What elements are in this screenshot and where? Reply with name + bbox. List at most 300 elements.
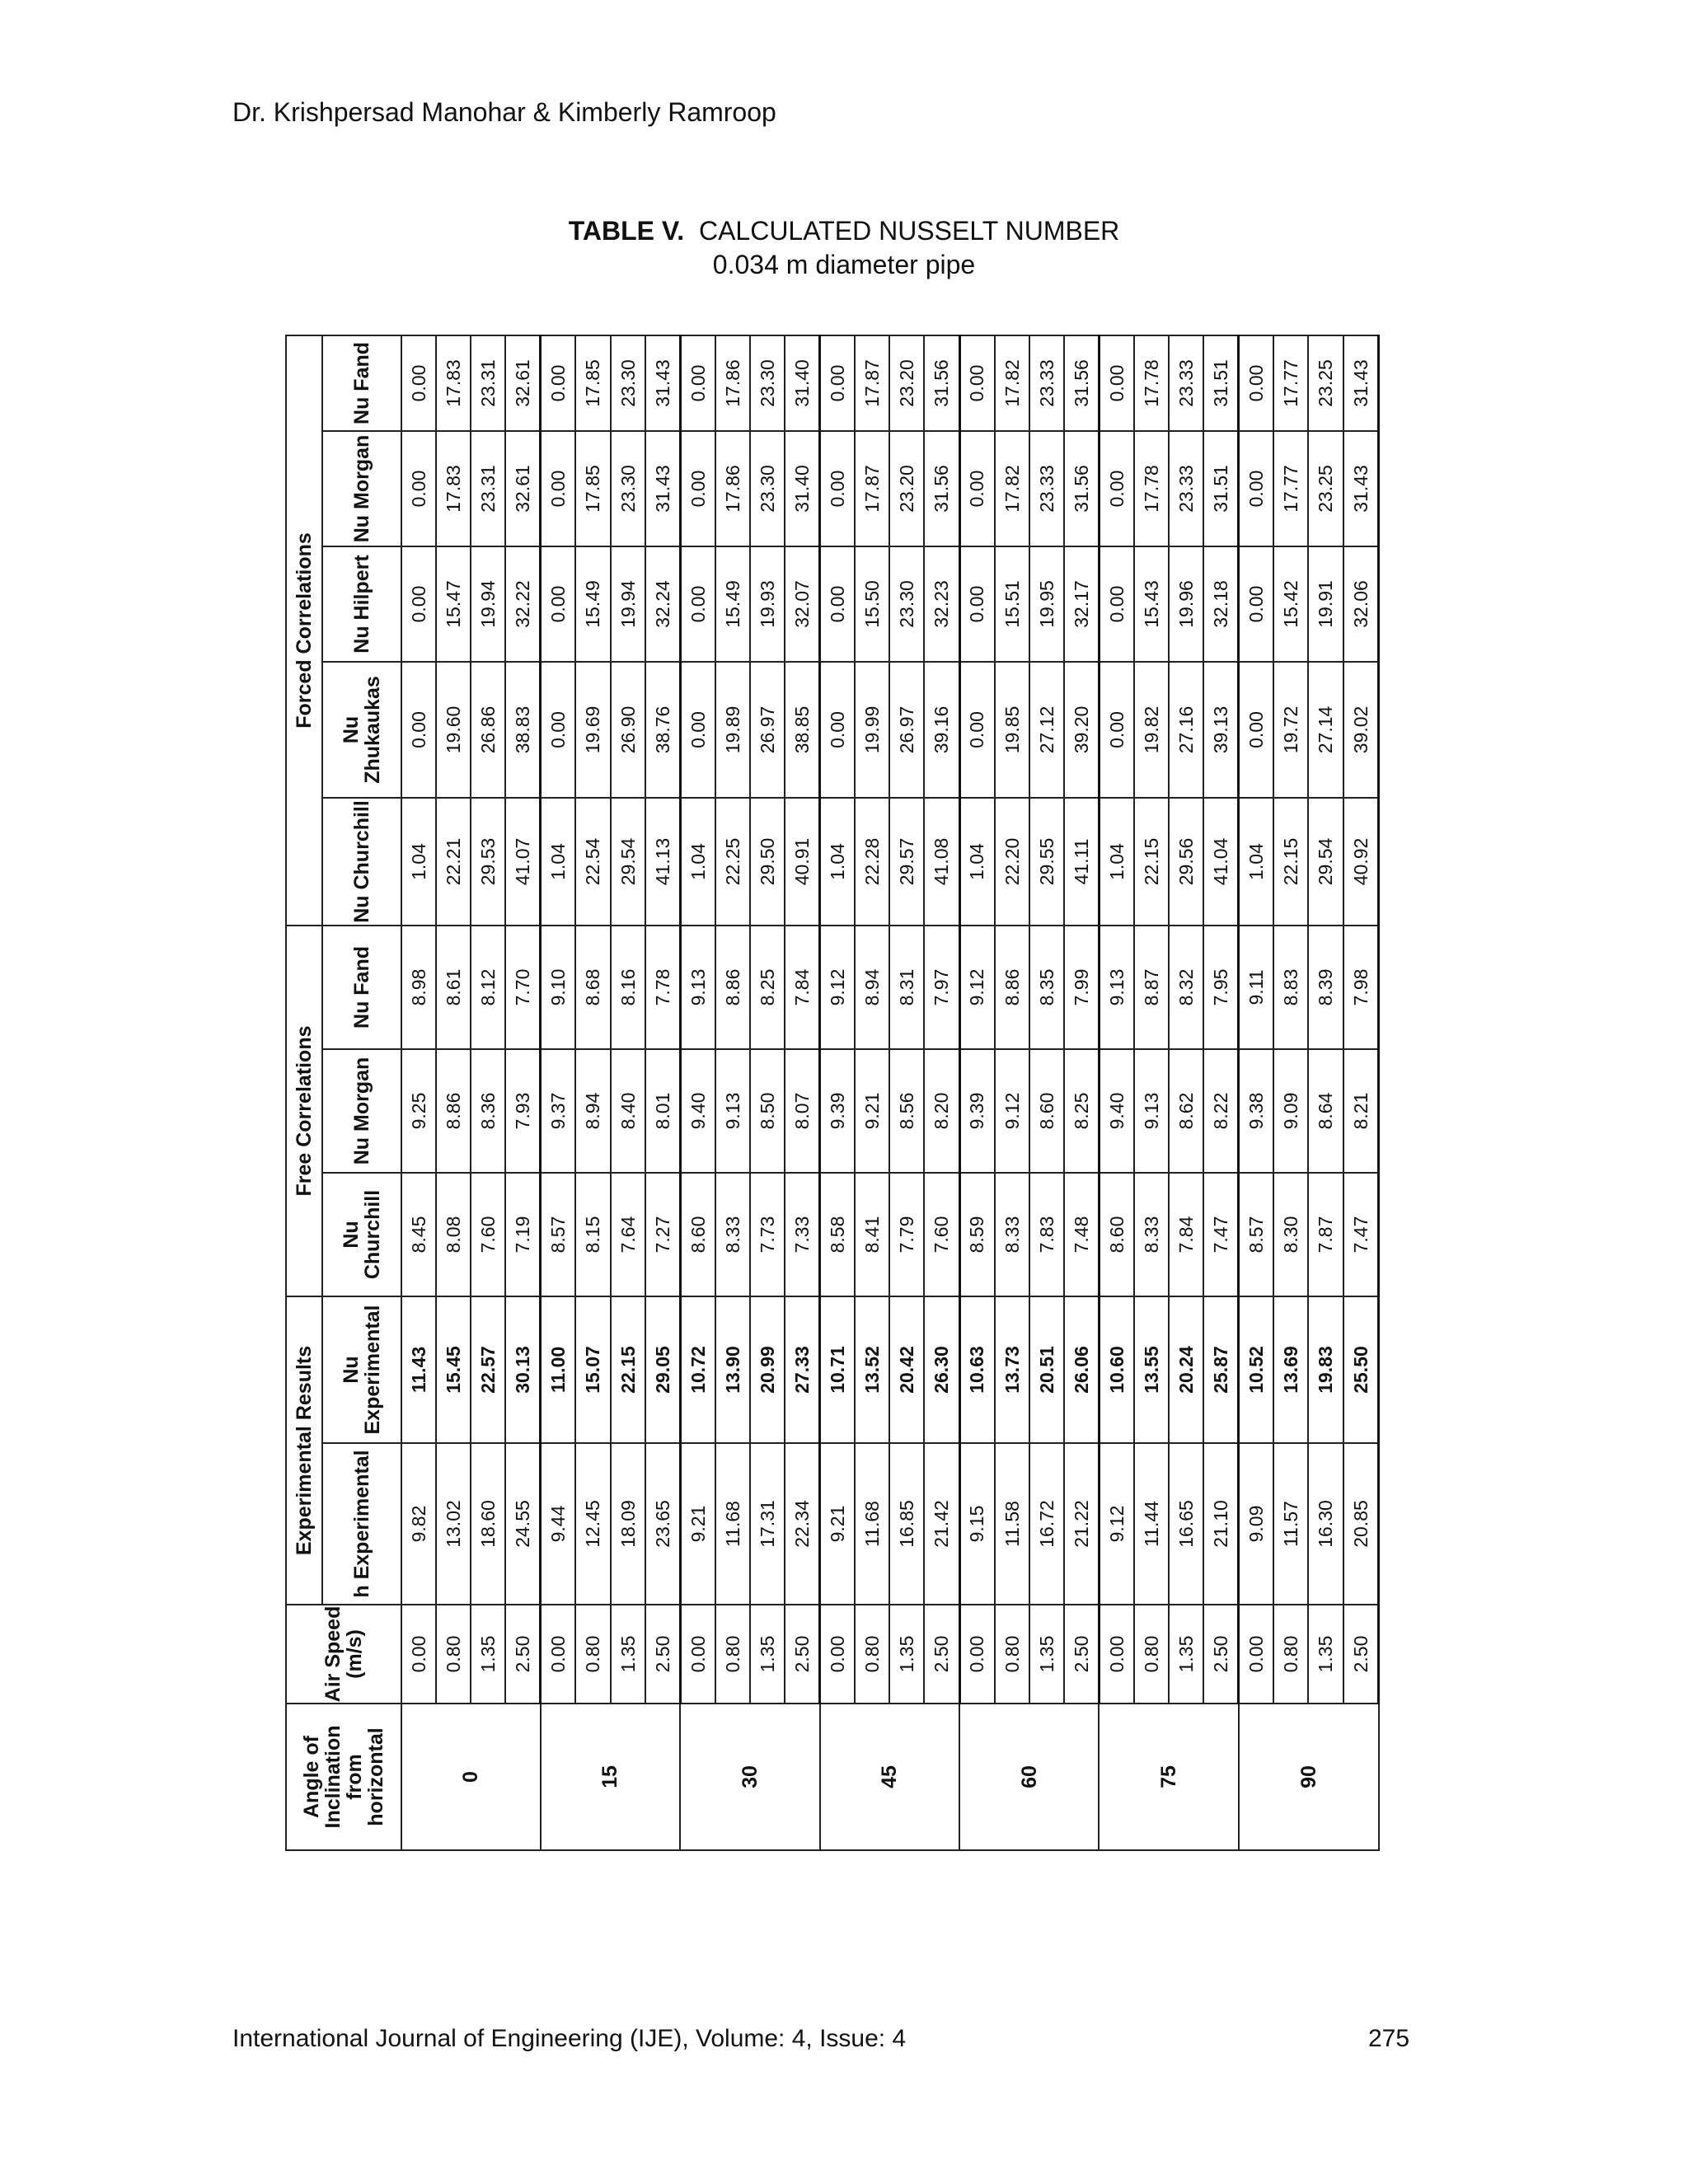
table-cell: 1.04 (401, 798, 436, 926)
table-cell: 17.85 (575, 431, 610, 546)
table-cell: 8.68 (575, 926, 610, 1049)
table-cell: 12.45 (575, 1443, 610, 1605)
table-cell: 22.54 (575, 798, 610, 926)
sub-header: Nu Churchill (322, 798, 401, 926)
header-forced-correlations: Forced Correlations (286, 335, 322, 926)
table-cell: 8.94 (855, 926, 889, 1049)
table-cell: 15.45 (436, 1296, 471, 1443)
table-cell: 9.21 (855, 1049, 889, 1173)
table-cell: 31.43 (645, 335, 681, 431)
table-row (1169, 335, 1203, 1850)
table-cell: 20.51 (1029, 1296, 1064, 1443)
table-cell: 27.33 (785, 1296, 820, 1443)
table-cell: 23.20 (889, 431, 924, 546)
table-cell: 19.94 (471, 546, 505, 662)
table-cell: 7.87 (1308, 1173, 1343, 1296)
table-cell: 0.00 (1099, 1605, 1134, 1704)
table-cell: 8.60 (680, 1173, 715, 1296)
table-cell: 19.85 (995, 662, 1029, 798)
table-row (1239, 335, 1274, 1850)
table-cell: 8.86 (715, 926, 750, 1049)
table-cell: 1.04 (959, 798, 995, 926)
table-cell: 29.05 (645, 1296, 681, 1443)
table-cell: 32.06 (1343, 546, 1379, 662)
table-row (995, 335, 1029, 1850)
table-row (471, 335, 505, 1850)
header-angle: Angle of Inclination from horizontal (286, 1704, 401, 1850)
table-cell: 9.09 (1239, 1443, 1274, 1605)
table-cell: 0.00 (1099, 662, 1134, 798)
table-cell: 0.80 (575, 1605, 610, 1704)
sub-header: Nu Hilpert (322, 546, 401, 662)
table-cell: 1.04 (820, 798, 856, 926)
angle-cell: 15 (541, 1704, 680, 1850)
table-cell: 17.82 (995, 431, 1029, 546)
table-cell: 8.64 (1308, 1049, 1343, 1173)
footer-journal: International Journal of Engineering (IJE), Volume: 4, Issue: 4 (232, 2025, 907, 2052)
table-row (611, 335, 645, 1850)
table-subtitle: 0.034 m diameter pipe (712, 250, 976, 279)
table-cell: 9.25 (401, 1049, 436, 1173)
table-cell: 26.06 (1064, 1296, 1100, 1443)
table-cell: 0.00 (401, 335, 436, 431)
table-cell: 27.12 (1029, 662, 1064, 798)
table-cell: 9.13 (1134, 1049, 1169, 1173)
table-cell: 15.51 (995, 546, 1029, 662)
table-cell: 8.21 (1343, 1049, 1379, 1173)
table-cell: 40.92 (1343, 798, 1379, 926)
table-cell: 0.00 (820, 662, 856, 798)
table-cell: 19.91 (1308, 546, 1343, 662)
table-cell: 23.30 (750, 335, 785, 431)
table-cell: 40.91 (785, 798, 820, 926)
sub-header: Nu Experimental (322, 1296, 401, 1443)
table-cell: 7.73 (750, 1173, 785, 1296)
table-cell: 0.00 (820, 1605, 856, 1704)
table-row (680, 335, 715, 1850)
table-cell: 15.42 (1273, 546, 1308, 662)
table-cell: 15.49 (715, 546, 750, 662)
table-cell: 23.30 (750, 431, 785, 546)
table-cell: 13.02 (436, 1443, 471, 1605)
table-cell: 17.31 (750, 1443, 785, 1605)
table-cell: 7.95 (1203, 926, 1239, 1049)
table-cell: 13.69 (1273, 1296, 1308, 1443)
table-cell: 9.13 (1099, 926, 1134, 1049)
table-cell: 32.22 (505, 546, 541, 662)
angle-cell: 30 (680, 1704, 819, 1850)
table-cell: 19.82 (1134, 662, 1169, 798)
table-label: TABLE V. (568, 216, 685, 246)
table-cell: 0.00 (1239, 335, 1274, 431)
table-cell: 8.60 (1099, 1173, 1134, 1296)
table-cell: 19.83 (1308, 1296, 1343, 1443)
table-cell: 41.11 (1064, 798, 1100, 926)
table-cell: 8.33 (1134, 1173, 1169, 1296)
table-cell: 11.68 (855, 1443, 889, 1605)
table-cell: 27.14 (1308, 662, 1343, 798)
table-cell: 15.43 (1134, 546, 1169, 662)
table-cell: 1.35 (1029, 1605, 1064, 1704)
table-cell: 23.65 (645, 1443, 681, 1605)
table-cell: 9.12 (995, 1049, 1029, 1173)
table-cell: 1.04 (680, 798, 715, 926)
table-cell: 8.56 (889, 1049, 924, 1173)
table-cell: 7.83 (1029, 1173, 1064, 1296)
table-cell: 2.50 (785, 1605, 820, 1704)
table-cell: 26.97 (889, 662, 924, 798)
table-cell: 41.13 (645, 798, 681, 926)
table-cell: 13.90 (715, 1296, 750, 1443)
table-cell: 22.15 (1134, 798, 1169, 926)
table-row (505, 335, 541, 1850)
table-cell: 31.56 (924, 335, 959, 431)
group-header-row (286, 335, 322, 1850)
table-cell: 23.33 (1029, 335, 1064, 431)
table-cell: 8.20 (924, 1049, 959, 1173)
table-cell: 24.55 (505, 1443, 541, 1605)
table-row (645, 335, 681, 1850)
table-cell: 22.21 (436, 798, 471, 926)
table-cell: 32.23 (924, 546, 959, 662)
rotated-table (285, 336, 1380, 1851)
table-cell: 8.25 (750, 926, 785, 1049)
table-cell: 1.35 (611, 1605, 645, 1704)
table-cell: 26.30 (924, 1296, 959, 1443)
table-cell: 31.56 (924, 431, 959, 546)
table-cell: 8.87 (1134, 926, 1169, 1049)
table-cell: 1.35 (1308, 1605, 1343, 1704)
table-cell: 10.52 (1239, 1296, 1274, 1443)
table-cell: 17.86 (715, 335, 750, 431)
table-cell: 19.94 (611, 546, 645, 662)
table-cell: 7.98 (1343, 926, 1379, 1049)
table-cell: 17.87 (855, 335, 889, 431)
table-cell: 10.60 (1099, 1296, 1134, 1443)
table-row (1203, 335, 1239, 1850)
table-row (1064, 335, 1100, 1850)
table-cell: 19.69 (575, 662, 610, 798)
table-cell: 0.80 (715, 1605, 750, 1704)
table-cell: 17.85 (575, 335, 610, 431)
table-cell: 0.00 (541, 662, 576, 798)
table-cell: 29.56 (1169, 798, 1203, 926)
table-cell: 8.58 (820, 1173, 856, 1296)
table-cell: 7.47 (1203, 1173, 1239, 1296)
table-cell: 0.00 (959, 335, 995, 431)
table-row (785, 335, 820, 1850)
table-cell: 9.13 (680, 926, 715, 1049)
table-cell: 0.80 (1134, 1605, 1169, 1704)
table-cell: 38.83 (505, 662, 541, 798)
table-row (1029, 335, 1064, 1850)
table-cell: 19.60 (436, 662, 471, 798)
table-cell: 8.07 (785, 1049, 820, 1173)
table-cell: 8.94 (575, 1049, 610, 1173)
table-cell: 9.09 (1273, 1049, 1308, 1173)
table-cell: 27.16 (1169, 662, 1203, 798)
table-cell: 39.16 (924, 662, 959, 798)
table-cell: 16.85 (889, 1443, 924, 1605)
table-cell: 31.51 (1203, 335, 1239, 431)
table-cell: 22.25 (715, 798, 750, 926)
sub-header: Nu Zhukaukas (322, 662, 401, 798)
table-cell: 17.78 (1134, 431, 1169, 546)
table-cell: 19.89 (715, 662, 750, 798)
table-cell: 1.04 (541, 798, 576, 926)
table-cell: 32.17 (1064, 546, 1100, 662)
table-cell: 8.50 (750, 1049, 785, 1173)
table-cell: 0.00 (1099, 431, 1134, 546)
table-cell: 25.50 (1343, 1296, 1379, 1443)
table-cell: 23.31 (471, 431, 505, 546)
table-row (1134, 335, 1169, 1850)
table-cell: 9.13 (715, 1049, 750, 1173)
table-cell: 8.22 (1203, 1049, 1239, 1173)
table-cell: 39.20 (1064, 662, 1100, 798)
angle-cell: 45 (820, 1704, 959, 1850)
table-cell: 38.76 (645, 662, 681, 798)
table-cell: 0.00 (1239, 1605, 1274, 1704)
table-cell: 0.80 (1273, 1605, 1308, 1704)
table-cell: 29.53 (471, 798, 505, 926)
table-cell: 0.00 (820, 335, 856, 431)
table-row (541, 335, 576, 1850)
table-container (285, 336, 1380, 1851)
table-cell: 7.47 (1343, 1173, 1379, 1296)
table-cell: 0.00 (820, 431, 856, 546)
table-row (1308, 335, 1343, 1850)
table-cell: 2.50 (1343, 1605, 1379, 1704)
table-row (820, 335, 856, 1850)
table-cell: 41.04 (1203, 798, 1239, 926)
table-cell: 8.60 (1029, 1049, 1064, 1173)
table-cell: 22.34 (785, 1443, 820, 1605)
table-cell: 11.58 (995, 1443, 1029, 1605)
sub-header: Nu Fand (322, 335, 401, 431)
table-cell: 16.65 (1169, 1443, 1203, 1605)
table-cell: 0.80 (855, 1605, 889, 1704)
table-cell: 19.99 (855, 662, 889, 798)
table-cell: 7.84 (1169, 1173, 1203, 1296)
table-cell: 7.99 (1064, 926, 1100, 1049)
table-cell: 22.28 (855, 798, 889, 926)
table-cell: 20.42 (889, 1296, 924, 1443)
table-cell: 9.12 (959, 926, 995, 1049)
table-cell: 0.00 (541, 335, 576, 431)
table-cell: 8.32 (1169, 926, 1203, 1049)
table-cell: 29.54 (1308, 798, 1343, 926)
table-cell: 11.57 (1273, 1443, 1308, 1605)
table-cell: 22.20 (995, 798, 1029, 926)
table-cell: 9.15 (959, 1443, 995, 1605)
table-cell: 31.56 (1064, 431, 1100, 546)
table-cell: 20.85 (1343, 1443, 1379, 1605)
header-experimental-results: Experimental Results (286, 1296, 322, 1605)
table-cell: 1.35 (889, 1605, 924, 1704)
table-cell: 23.31 (471, 335, 505, 431)
table-cell: 7.64 (611, 1173, 645, 1296)
table-cell: 0.00 (401, 431, 436, 546)
table-cell: 31.56 (1064, 335, 1100, 431)
table-cell: 15.49 (575, 546, 610, 662)
table-cell: 9.82 (401, 1443, 436, 1605)
table-cell: 32.18 (1203, 546, 1239, 662)
table-cell: 13.73 (995, 1296, 1029, 1443)
table-cell: 23.30 (611, 431, 645, 546)
table-cell: 39.13 (1203, 662, 1239, 798)
table-cell: 13.52 (855, 1296, 889, 1443)
table-caption (0, 216, 1688, 246)
table-cell: 7.33 (785, 1173, 820, 1296)
table-cell: 23.25 (1308, 431, 1343, 546)
table-cell: 9.10 (541, 926, 576, 1049)
table-cell: 18.60 (471, 1443, 505, 1605)
table-cell: 9.12 (1099, 1443, 1134, 1605)
table-cell: 0.80 (436, 1605, 471, 1704)
table-cell: 8.61 (436, 926, 471, 1049)
table-cell: 2.50 (645, 1605, 681, 1704)
table-cell: 1.04 (1239, 798, 1274, 926)
page-number: 275 (1368, 2025, 1410, 2052)
table-cell: 26.86 (471, 662, 505, 798)
table-cell: 8.01 (645, 1049, 681, 1173)
table-cell: 15.50 (855, 546, 889, 662)
table-cell: 29.55 (1029, 798, 1064, 926)
angle-cell: 0 (401, 1704, 541, 1850)
table-cell: 32.24 (645, 546, 681, 662)
table-cell: 2.50 (924, 1605, 959, 1704)
table-cell: 19.96 (1169, 546, 1203, 662)
table-cell: 29.57 (889, 798, 924, 926)
table-cell: 19.93 (750, 546, 785, 662)
table-row (924, 335, 959, 1850)
table-cell: 20.24 (1169, 1296, 1203, 1443)
table-cell: 11.44 (1134, 1443, 1169, 1605)
table-cell: 23.30 (611, 335, 645, 431)
table-cell: 8.86 (995, 926, 1029, 1049)
table-cell: 8.45 (401, 1173, 436, 1296)
table-row (401, 335, 436, 1850)
table-cell: 23.25 (1308, 335, 1343, 431)
table-cell: 8.57 (1239, 1173, 1274, 1296)
table-cell: 0.00 (959, 662, 995, 798)
header-air-speed: Air Speed (m/s) (286, 1605, 401, 1704)
table-cell: 13.55 (1134, 1296, 1169, 1443)
table-row (1099, 335, 1134, 1850)
table-row (855, 335, 889, 1850)
table-cell: 23.33 (1169, 431, 1203, 546)
table-cell: 7.93 (505, 1049, 541, 1173)
table-body (401, 335, 1379, 1850)
table-cell: 26.97 (750, 662, 785, 798)
table-cell: 7.84 (785, 926, 820, 1049)
table-cell: 0.00 (1099, 335, 1134, 431)
table-cell: 7.78 (645, 926, 681, 1049)
table-cell: 9.12 (820, 926, 856, 1049)
table-cell: 8.35 (1029, 926, 1064, 1049)
table-cell: 29.50 (750, 798, 785, 926)
table-cell: 8.08 (436, 1173, 471, 1296)
table-cell: 9.40 (1099, 1049, 1134, 1173)
table-cell: 31.43 (1343, 431, 1379, 546)
table-cell: 1.35 (471, 1605, 505, 1704)
table-cell: 0.00 (401, 1605, 436, 1704)
sub-header: h Experimental (322, 1443, 401, 1605)
table-cell: 0.00 (959, 1605, 995, 1704)
table-cell: 31.40 (785, 431, 820, 546)
table-cell: 8.86 (436, 1049, 471, 1173)
table-cell: 21.10 (1203, 1443, 1239, 1605)
angle-cell: 90 (1239, 1704, 1379, 1850)
table-cell: 17.77 (1273, 335, 1308, 431)
table-cell: 0.00 (1239, 546, 1274, 662)
table-cell: 0.00 (541, 431, 576, 546)
table-cell: 10.71 (820, 1296, 856, 1443)
sub-header: Nu Morgan (322, 431, 401, 546)
table-cell: 17.82 (995, 335, 1029, 431)
table-cell: 0.00 (401, 546, 436, 662)
table-cell: 23.33 (1029, 431, 1064, 546)
table-cell: 17.83 (436, 335, 471, 431)
table-cell: 19.72 (1273, 662, 1308, 798)
table-cell: 17.86 (715, 431, 750, 546)
table-cell: 1.35 (1169, 1605, 1203, 1704)
sub-header: Nu Churchill (322, 1173, 401, 1296)
table-cell: 8.15 (575, 1173, 610, 1296)
table-cell: 7.19 (505, 1173, 541, 1296)
table-row (959, 335, 995, 1850)
table-cell: 41.08 (924, 798, 959, 926)
table-cell: 30.13 (505, 1296, 541, 1443)
table-cell: 8.12 (471, 926, 505, 1049)
table-cell: 0.00 (680, 335, 715, 431)
table-cell: 11.68 (715, 1443, 750, 1605)
table-cell: 23.33 (1169, 335, 1203, 431)
table-row (715, 335, 750, 1850)
table-cell: 8.25 (1064, 1049, 1100, 1173)
table-cell: 16.72 (1029, 1443, 1064, 1605)
table-cell: 8.36 (471, 1049, 505, 1173)
table-cell: 8.30 (1273, 1173, 1308, 1296)
table-cell: 0.00 (680, 1605, 715, 1704)
table-cell: 11.43 (401, 1296, 436, 1443)
table-cell: 31.43 (645, 431, 681, 546)
nusselt-table (285, 335, 1380, 1851)
table-cell: 21.22 (1064, 1443, 1100, 1605)
table-cell: 8.41 (855, 1173, 889, 1296)
sub-header: Nu Fand (322, 926, 401, 1049)
table-row (1343, 335, 1379, 1850)
table-cell: 8.31 (889, 926, 924, 1049)
table-cell: 29.54 (611, 798, 645, 926)
table-cell: 7.70 (505, 926, 541, 1049)
table-row (889, 335, 924, 1850)
table-cell: 32.07 (785, 546, 820, 662)
table-cell: 21.42 (924, 1443, 959, 1605)
table-cell: 0.00 (959, 546, 995, 662)
table-cell: 22.57 (471, 1296, 505, 1443)
table-cell: 8.98 (401, 926, 436, 1049)
table-cell: 26.90 (611, 662, 645, 798)
table-cell: 32.61 (505, 431, 541, 546)
table-cell: 9.40 (680, 1049, 715, 1173)
table-cell: 18.09 (611, 1443, 645, 1605)
table-cell: 17.77 (1273, 431, 1308, 546)
angle-cell: 75 (1099, 1704, 1238, 1850)
table-cell: 8.40 (611, 1049, 645, 1173)
table-cell: 8.33 (715, 1173, 750, 1296)
